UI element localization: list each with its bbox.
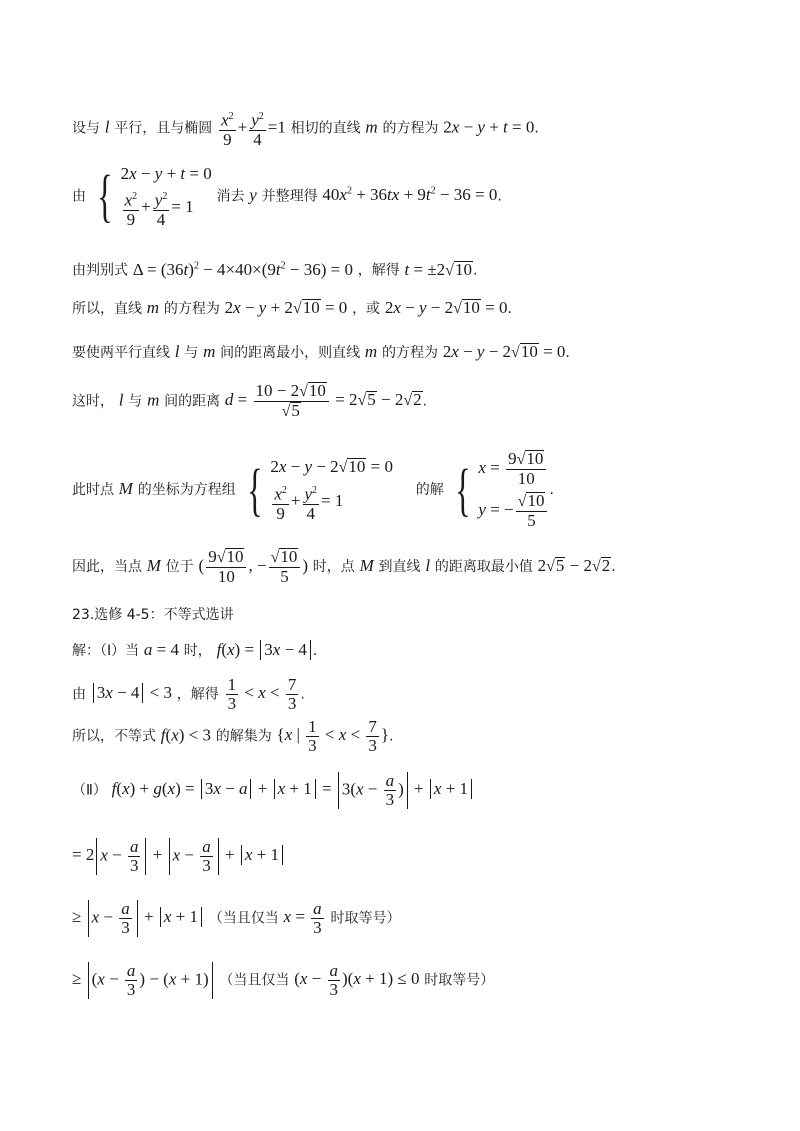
text: 的方程为 [382, 120, 439, 137]
text: 相切的直线 [290, 120, 361, 137]
line-11: 由 3x − 4 < 3 ，解得 $\frac{1}{3}$ < x < $\frac{7}{3}$ . [72, 675, 305, 713]
text: 要使两平行直线 [72, 345, 170, 361]
text: 因此，当点 [72, 558, 142, 575]
text: 平行，且与椭圆 [114, 120, 213, 137]
section-heading [72, 604, 234, 625]
text: 时取等号） [330, 910, 401, 927]
line-3: 由判别式 $\Delta = (36t)^2 - 4\times 40\times(9t^2 - 36) = 0$ ，解得 t = ±2√10. [72, 259, 478, 279]
text: 这时， [72, 393, 114, 410]
text: . [497, 188, 502, 205]
line-15: ≥ x − $\frac{a}{3}$ + x + 1 （当且仅当 x = $\frac{a}{3}$ 时取等号） [72, 899, 401, 937]
text: 时，点 [312, 558, 355, 575]
text: . [507, 301, 512, 317]
text: （当且仅当 [208, 910, 279, 927]
text: 的坐标为方程组 [137, 482, 236, 498]
text: 间的距离 [164, 393, 221, 410]
text: 23.选修 4-5：不等式选讲 [72, 607, 234, 623]
line-2: 由 { 2x − y + t = 0 $\frac{x^2}{9}$ + $\frac{y^2}{4}$ = 1 消去 y 并整理得 $40x^2 + 36tx + 9t^2 - 36 = 0$. [72, 163, 502, 229]
text: 位于 [165, 558, 194, 575]
text: 间的距离最小，则直线 [220, 345, 361, 361]
text: 到直线 [378, 558, 421, 575]
line-16: ≥ (x − $\frac{a}{3}$ ) − (x + 1) （当且仅当 (x − $\frac{a}{3}$ )(x + 1) ≤ 0 时取等号） [72, 961, 495, 999]
text: 所以，不等式 [72, 728, 156, 745]
text: 由判别式 [72, 262, 128, 279]
text: 的解 [415, 482, 444, 498]
text: 所以，直线 [72, 301, 142, 317]
text: . [422, 393, 428, 410]
line-8: 因此，当点 M 位于 ( $\frac{9√10}{10}$ , − $\frac{√10}{5}$ ) 时，点 M 到直线 l 的距离取最小值 2√5 − 2√2. [72, 547, 616, 586]
text: 解：（Ⅰ）当 [72, 643, 140, 659]
line-4: 所以，直线 m 的方程为 2x − y + 2√10 = 0 ，或 2x − y − 2√10 = 0. [72, 298, 512, 317]
text: . [565, 345, 570, 361]
text: 与 [184, 345, 199, 361]
text: 时， [183, 643, 212, 659]
line-10: 解：（Ⅰ）当 a = 4 时， f(x) = 3x − 4 . [72, 640, 318, 659]
text: 时取等号） [424, 972, 495, 989]
text: 的距离取最小值 [434, 558, 533, 575]
text: 此时点 [72, 482, 114, 498]
text: . [300, 686, 305, 703]
text: ，解得 [357, 262, 400, 279]
text: 的方程为 [381, 345, 438, 361]
text: . [534, 120, 539, 137]
text: . [549, 482, 554, 498]
line-6: 这时， l 与 m 间的距离 d = $\frac{10 - 2√10}{√5}$ = 2√5 − 2√2. [72, 381, 428, 420]
line-5: 要使两平行直线 l 与 m 间的距离最小，则直线 m 的方程为 2x − y − 2√10 = 0. [72, 342, 570, 361]
text: （Ⅱ） [72, 782, 107, 799]
text: ，解得 [176, 686, 219, 703]
line-12: 所以，不等式 f(x) < 3 的解集为 {x | $\frac{1}{3}$ < x < $\frac{7}{3}$ }. [72, 717, 394, 755]
text: . [472, 262, 478, 279]
line-13: （Ⅱ） f(x) + g(x) = 3x − a + x + 1 = 3(x − $\frac{a}{3}$ ) + x + 1 [72, 772, 474, 809]
text: . [312, 643, 318, 659]
text: 的方程为 [163, 301, 220, 317]
text: 消去 [216, 188, 245, 205]
text: 由 [72, 686, 86, 703]
text: 设与 [72, 120, 100, 137]
line-7: 此时点 M 的坐标为方程组 { 2x − y − 2√10 = 0 $\frac{x^2}{9}$ + $\frac{y^2}{4}$ = 1 的解 { x = $\frac{9√10}{10}$ y = − $\frac{√10}{5}$ . [72, 449, 554, 530]
text: 与 [128, 393, 143, 410]
text: . [611, 558, 616, 575]
line-1: 设与 l 平行，且与椭圆 $\frac{x^2}{9}$ + $\frac{y^2}{4}$ =1 相切的直线 m 的方程为 2x − y + t = 0. [72, 108, 539, 149]
text: 的解集为 [215, 728, 272, 745]
text: 并整理得 [261, 188, 318, 205]
line-14: = 2 x − $\frac{a}{3}$ + x − $\frac{a}{3}$ + x + 1 [72, 838, 285, 875]
text: （当且仅当 [219, 972, 290, 989]
text: . [389, 728, 394, 745]
text: 由 [72, 188, 86, 205]
text: ，或 [352, 301, 381, 317]
